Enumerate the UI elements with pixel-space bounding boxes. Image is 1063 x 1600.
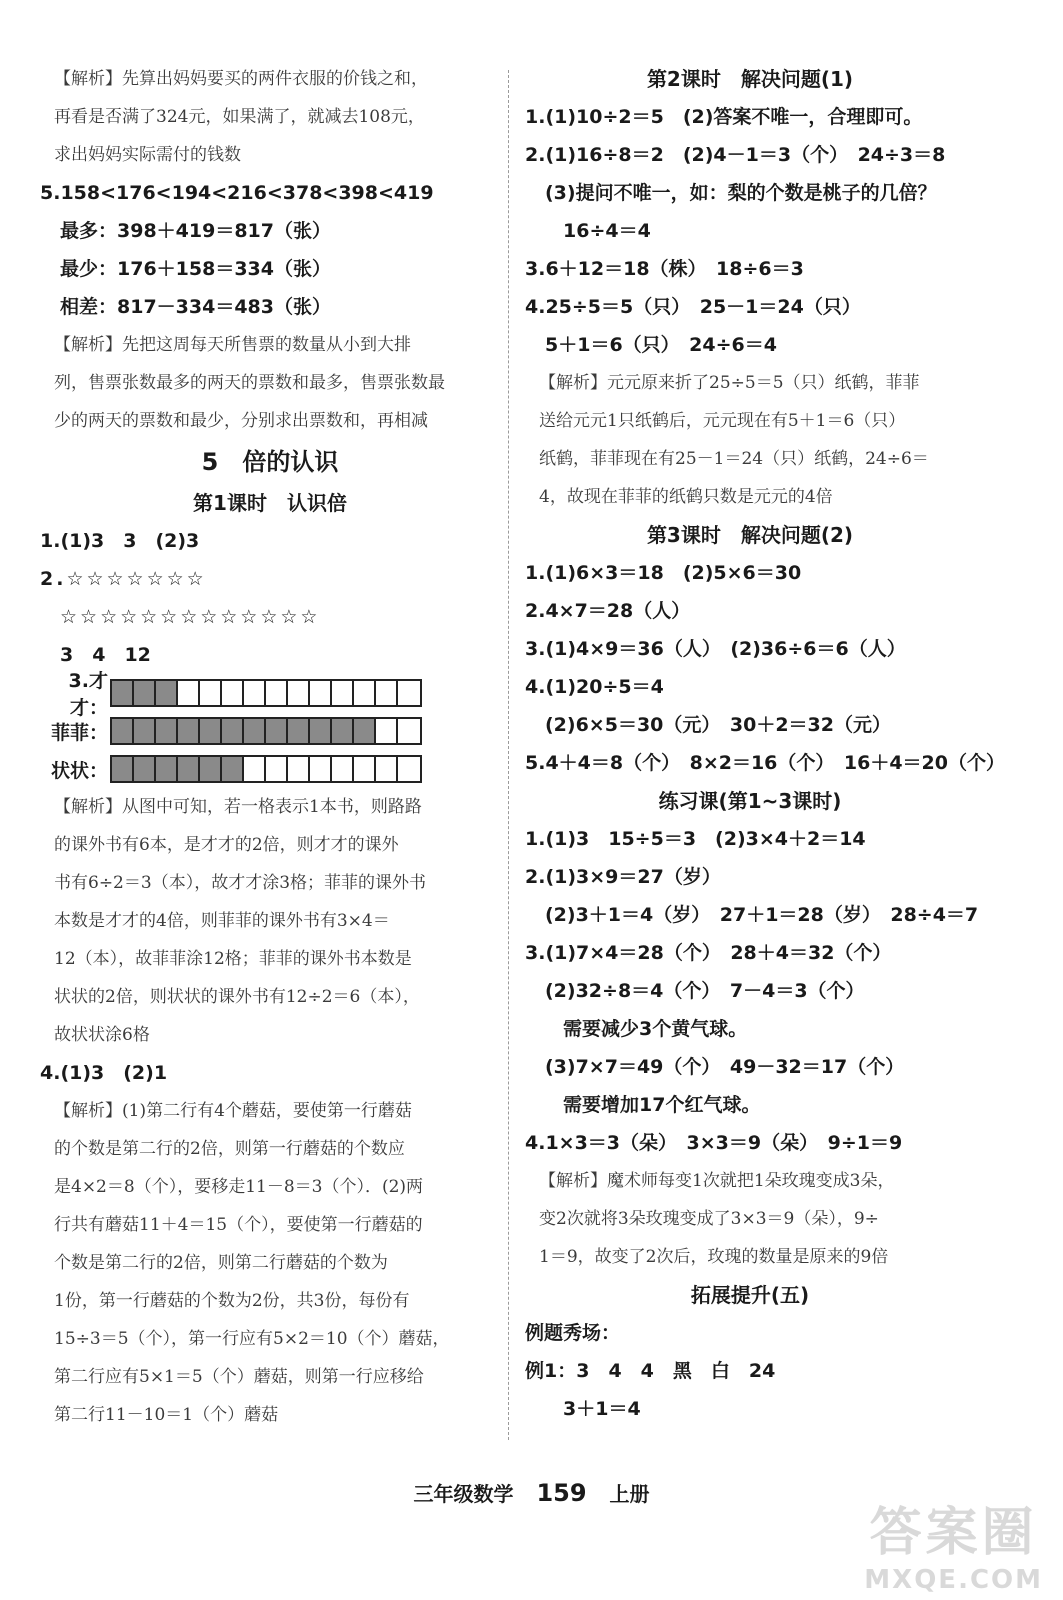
- filled-cell: [134, 719, 156, 743]
- analysis-line: 少的两天的票数和最少，分别求出票数和，再相减: [54, 411, 428, 431]
- analysis-line: 【解析】(1)第二行有4个蘑菇，要使第一行蘑菇: [54, 1101, 412, 1121]
- answer-line: (2)32÷8＝4（个） 7－4＝3（个）: [545, 980, 865, 1002]
- answer-line: 3.6＋12＝18（株） 18÷6＝3: [525, 258, 804, 280]
- filled-cell: [112, 681, 134, 705]
- empty-cell: [398, 719, 420, 743]
- answer-line: 16÷4＝4: [563, 220, 651, 242]
- answer-line: 最多：398＋419＝817（张）: [60, 220, 331, 242]
- bar-row-zhuangzhuang: [40, 750, 500, 788]
- analysis-line: 12（本），故菲菲涂12格；菲菲的课外书本数是: [54, 949, 412, 969]
- answer-line: 2.(1)3×9＝27（岁）: [525, 866, 721, 888]
- answer-line: 2.4×7＝28（人）: [525, 600, 691, 622]
- analysis-line: 变2次就将3朵玫瑰变成了3×3＝9（朵），9÷: [539, 1209, 879, 1229]
- empty-cell: [266, 681, 288, 705]
- expand-title: 拓展提升(五): [690, 1283, 810, 1307]
- analysis-line: 的个数是第二行的2倍，则第一行蘑菇的个数应: [54, 1139, 405, 1159]
- answer-line: 需要减少3个黄气球。: [563, 1018, 748, 1040]
- bar-row-feifei: [40, 712, 500, 750]
- practice-title: 练习课(第1~3课时): [658, 789, 842, 813]
- filled-cell: [156, 757, 178, 781]
- watermark-text: 答案圈: [869, 1503, 1038, 1563]
- analysis-line: 行共有蘑菇11＋4＝15（个），要使第一行蘑菇的: [54, 1215, 423, 1235]
- empty-cell: [354, 681, 376, 705]
- answer-line: 4.25÷5＝5（只） 25－1＝24（只）: [525, 296, 861, 318]
- empty-cell: [310, 757, 332, 781]
- analysis-line: 的课外书有6本，是才才的2倍，则才才的课外: [54, 835, 399, 855]
- answer-line: 5.4＋4＝8（个） 8×2＝16（个） 16＋4＝20（个）: [525, 752, 1006, 774]
- bar-label: 菲菲：: [50, 721, 108, 744]
- column-divider: [508, 70, 509, 1440]
- lesson-title: 第1课时 认识倍: [193, 491, 347, 515]
- filled-cell: [134, 681, 156, 705]
- analysis-line: 送给元元1只纸鹤后，元元现在有5＋1＝6（只）: [539, 411, 906, 431]
- analysis-line: 【解析】魔术师每变1次就把1朵玫瑰变成3朵，: [539, 1171, 895, 1191]
- analysis-line: 是4×2＝8（个），要移走11－8＝3（个）．(2)两: [54, 1177, 424, 1197]
- grid-bar: [110, 755, 422, 783]
- example-answer: 例1：3 4 4 黑 白 24: [525, 1360, 776, 1382]
- analysis-line: 再看是否满了324元，如果满了，就减去108元，: [54, 107, 425, 127]
- analysis-line: 第二行应有5×1＝5（个）蘑菇，则第一行应移给: [54, 1367, 424, 1387]
- lesson-title: 第3课时 解决问题(2): [646, 523, 854, 547]
- analysis-line: 【解析】从图中可知，若一格表示1本书，则路路: [54, 797, 422, 817]
- bar-row-caicai: [40, 670, 500, 719]
- answer-line: 1.(1)10÷2＝5 (2)答案不唯一，合理即可。: [525, 106, 923, 128]
- answer-line: 最少：176＋158＝334（张）: [60, 258, 331, 280]
- empty-cell: [376, 719, 398, 743]
- filled-cell: [156, 681, 178, 705]
- empty-cell: [244, 681, 266, 705]
- filled-cell: [222, 719, 244, 743]
- empty-cell: [288, 681, 310, 705]
- answer-line: 相差：817－334＝483（张）: [60, 296, 331, 318]
- left-column: [40, 60, 500, 1434]
- question-number: 3.: [68, 670, 89, 692]
- stars-row: ☆☆☆☆☆☆☆☆☆☆☆☆☆: [60, 606, 321, 628]
- answer-line: (3)7×7＝49（个） 49－32＝17（个）: [545, 1056, 905, 1078]
- empty-cell: [398, 681, 420, 705]
- footer-volume: 上册: [609, 1482, 650, 1506]
- analysis-line: 纸鹤，菲菲现在有25－1＝24（只）纸鹤，24÷6＝: [539, 449, 929, 469]
- analysis-line: 本数是才才的4倍，则菲菲的课外书有3×4＝: [54, 911, 390, 931]
- answer-q4: 4.(1)3 (2)1: [40, 1062, 168, 1084]
- empty-cell: [376, 757, 398, 781]
- empty-cell: [376, 681, 398, 705]
- filled-cell: [310, 719, 332, 743]
- answer-numbers: 3 4 12: [60, 644, 151, 666]
- empty-cell: [222, 681, 244, 705]
- answer-line: 3.(1)4×9＝36（人） (2)36÷6＝6（人）: [525, 638, 906, 660]
- empty-cell: [288, 757, 310, 781]
- empty-cell: [266, 757, 288, 781]
- chapter-title: 5 倍的认识: [201, 448, 339, 476]
- answer-line: 5＋1＝6（只） 24÷6＝4: [545, 334, 777, 356]
- answer-line: 4.(1)20÷5＝4: [525, 676, 664, 698]
- bar-label: 状状：: [50, 759, 108, 782]
- analysis-line: 15÷3＝5（个），第一行应有5×2＝10（个）蘑菇，: [54, 1329, 450, 1349]
- analysis-line: 【解析】先算出妈妈要买的两件衣服的价钱之和，: [54, 69, 428, 89]
- analysis-line: 书有6÷2＝3（本），故才才涂3格；菲菲的课外书: [54, 873, 427, 893]
- analysis-line: 【解析】元元原来折了25÷5＝5（只）纸鹤，菲菲: [539, 373, 920, 393]
- analysis-line: 状状的2倍，则状状的课外书有12÷2＝6（本），: [54, 987, 420, 1007]
- right-column: [525, 60, 1006, 1428]
- analysis-line: 4，故现在菲菲的纸鹤只数是元元的4倍: [539, 487, 833, 507]
- example-title: 例题秀场：: [525, 1322, 621, 1344]
- answer-line: (3)提问不唯一，如：梨的个数是桃子的几倍？: [545, 182, 937, 204]
- filled-cell: [354, 719, 376, 743]
- analysis-line: 1份，第一行蘑菇的个数为2份，共3份，每份有: [54, 1291, 410, 1311]
- filled-cell: [156, 719, 178, 743]
- filled-cell: [200, 757, 222, 781]
- analysis-line: 1＝9，故变了2次后，玫瑰的数量是原来的9倍: [539, 1247, 889, 1267]
- empty-cell: [244, 757, 266, 781]
- grid-bar: [110, 679, 422, 707]
- page-number: 159: [536, 1479, 587, 1507]
- filled-cell: [222, 757, 244, 781]
- analysis-line: 故状状涂6格: [54, 1025, 150, 1045]
- answer-line: (2)3＋1＝4（岁） 27＋1＝28（岁） 28÷4＝7: [545, 904, 979, 926]
- empty-cell: [310, 681, 332, 705]
- answer-line: 需要增加17个红气球。: [563, 1094, 761, 1116]
- answer-line: 4.1×3＝3（朵） 3×3＝9（朵） 9÷1＝9: [525, 1132, 903, 1154]
- analysis-line: 求出妈妈实际需付的钱数: [54, 145, 241, 165]
- footer-grade: 三年级数学: [413, 1482, 514, 1506]
- watermark-url: MXQE.COM: [864, 1565, 1043, 1595]
- answer-line: 3.(1)7×4＝28（个） 28＋4＝32（个）: [525, 942, 892, 964]
- empty-cell: [398, 757, 420, 781]
- answer-line: 1.(1)3 15÷5＝3 (2)3×4＋2＝14: [525, 828, 866, 850]
- analysis-line: 个数是第二行的2倍，则第二行蘑菇的个数为: [54, 1253, 388, 1273]
- bar-label: 才才：: [69, 670, 108, 719]
- answer-line: (2)6×5＝30（元） 30＋2＝32（元）: [545, 714, 891, 736]
- filled-cell: [178, 719, 200, 743]
- empty-cell: [178, 681, 200, 705]
- watermark-logo: [864, 1490, 1043, 1595]
- filled-cell: [200, 719, 222, 743]
- empty-cell: [200, 681, 222, 705]
- answer-line: 1.(1)6×3＝18 (2)5×6＝30: [525, 562, 802, 584]
- empty-cell: [354, 757, 376, 781]
- analysis-line: 【解析】先把这周每天所售票的数量从小到大排: [54, 335, 411, 355]
- filled-cell: [288, 719, 310, 743]
- filled-cell: [266, 719, 288, 743]
- analysis-line: 第二行11－10＝1（个）蘑菇: [54, 1405, 279, 1425]
- empty-cell: [332, 681, 354, 705]
- filled-cell: [178, 757, 200, 781]
- filled-cell: [244, 719, 266, 743]
- empty-cell: [332, 757, 354, 781]
- filled-cell: [112, 757, 134, 781]
- answer-q2-stars: 2.☆☆☆☆☆☆☆: [40, 568, 207, 590]
- answer-q5: 5.158<176<194<216<378<398<419: [40, 182, 434, 204]
- grid-bar: [110, 717, 422, 745]
- example-answer: 3＋1＝4: [563, 1398, 641, 1420]
- filled-cell: [332, 719, 354, 743]
- answer-line: 2.(1)16÷8＝2 (2)4－1＝3（个） 24÷3＝8: [525, 144, 946, 166]
- filled-cell: [112, 719, 134, 743]
- answer-q1: 1.(1)3 3 (2)3: [40, 530, 200, 552]
- filled-cell: [134, 757, 156, 781]
- lesson-title: 第2课时 解决问题(1): [646, 67, 854, 91]
- analysis-line: 列，售票张数最多的两天的票数和最多，售票张数最: [54, 373, 445, 393]
